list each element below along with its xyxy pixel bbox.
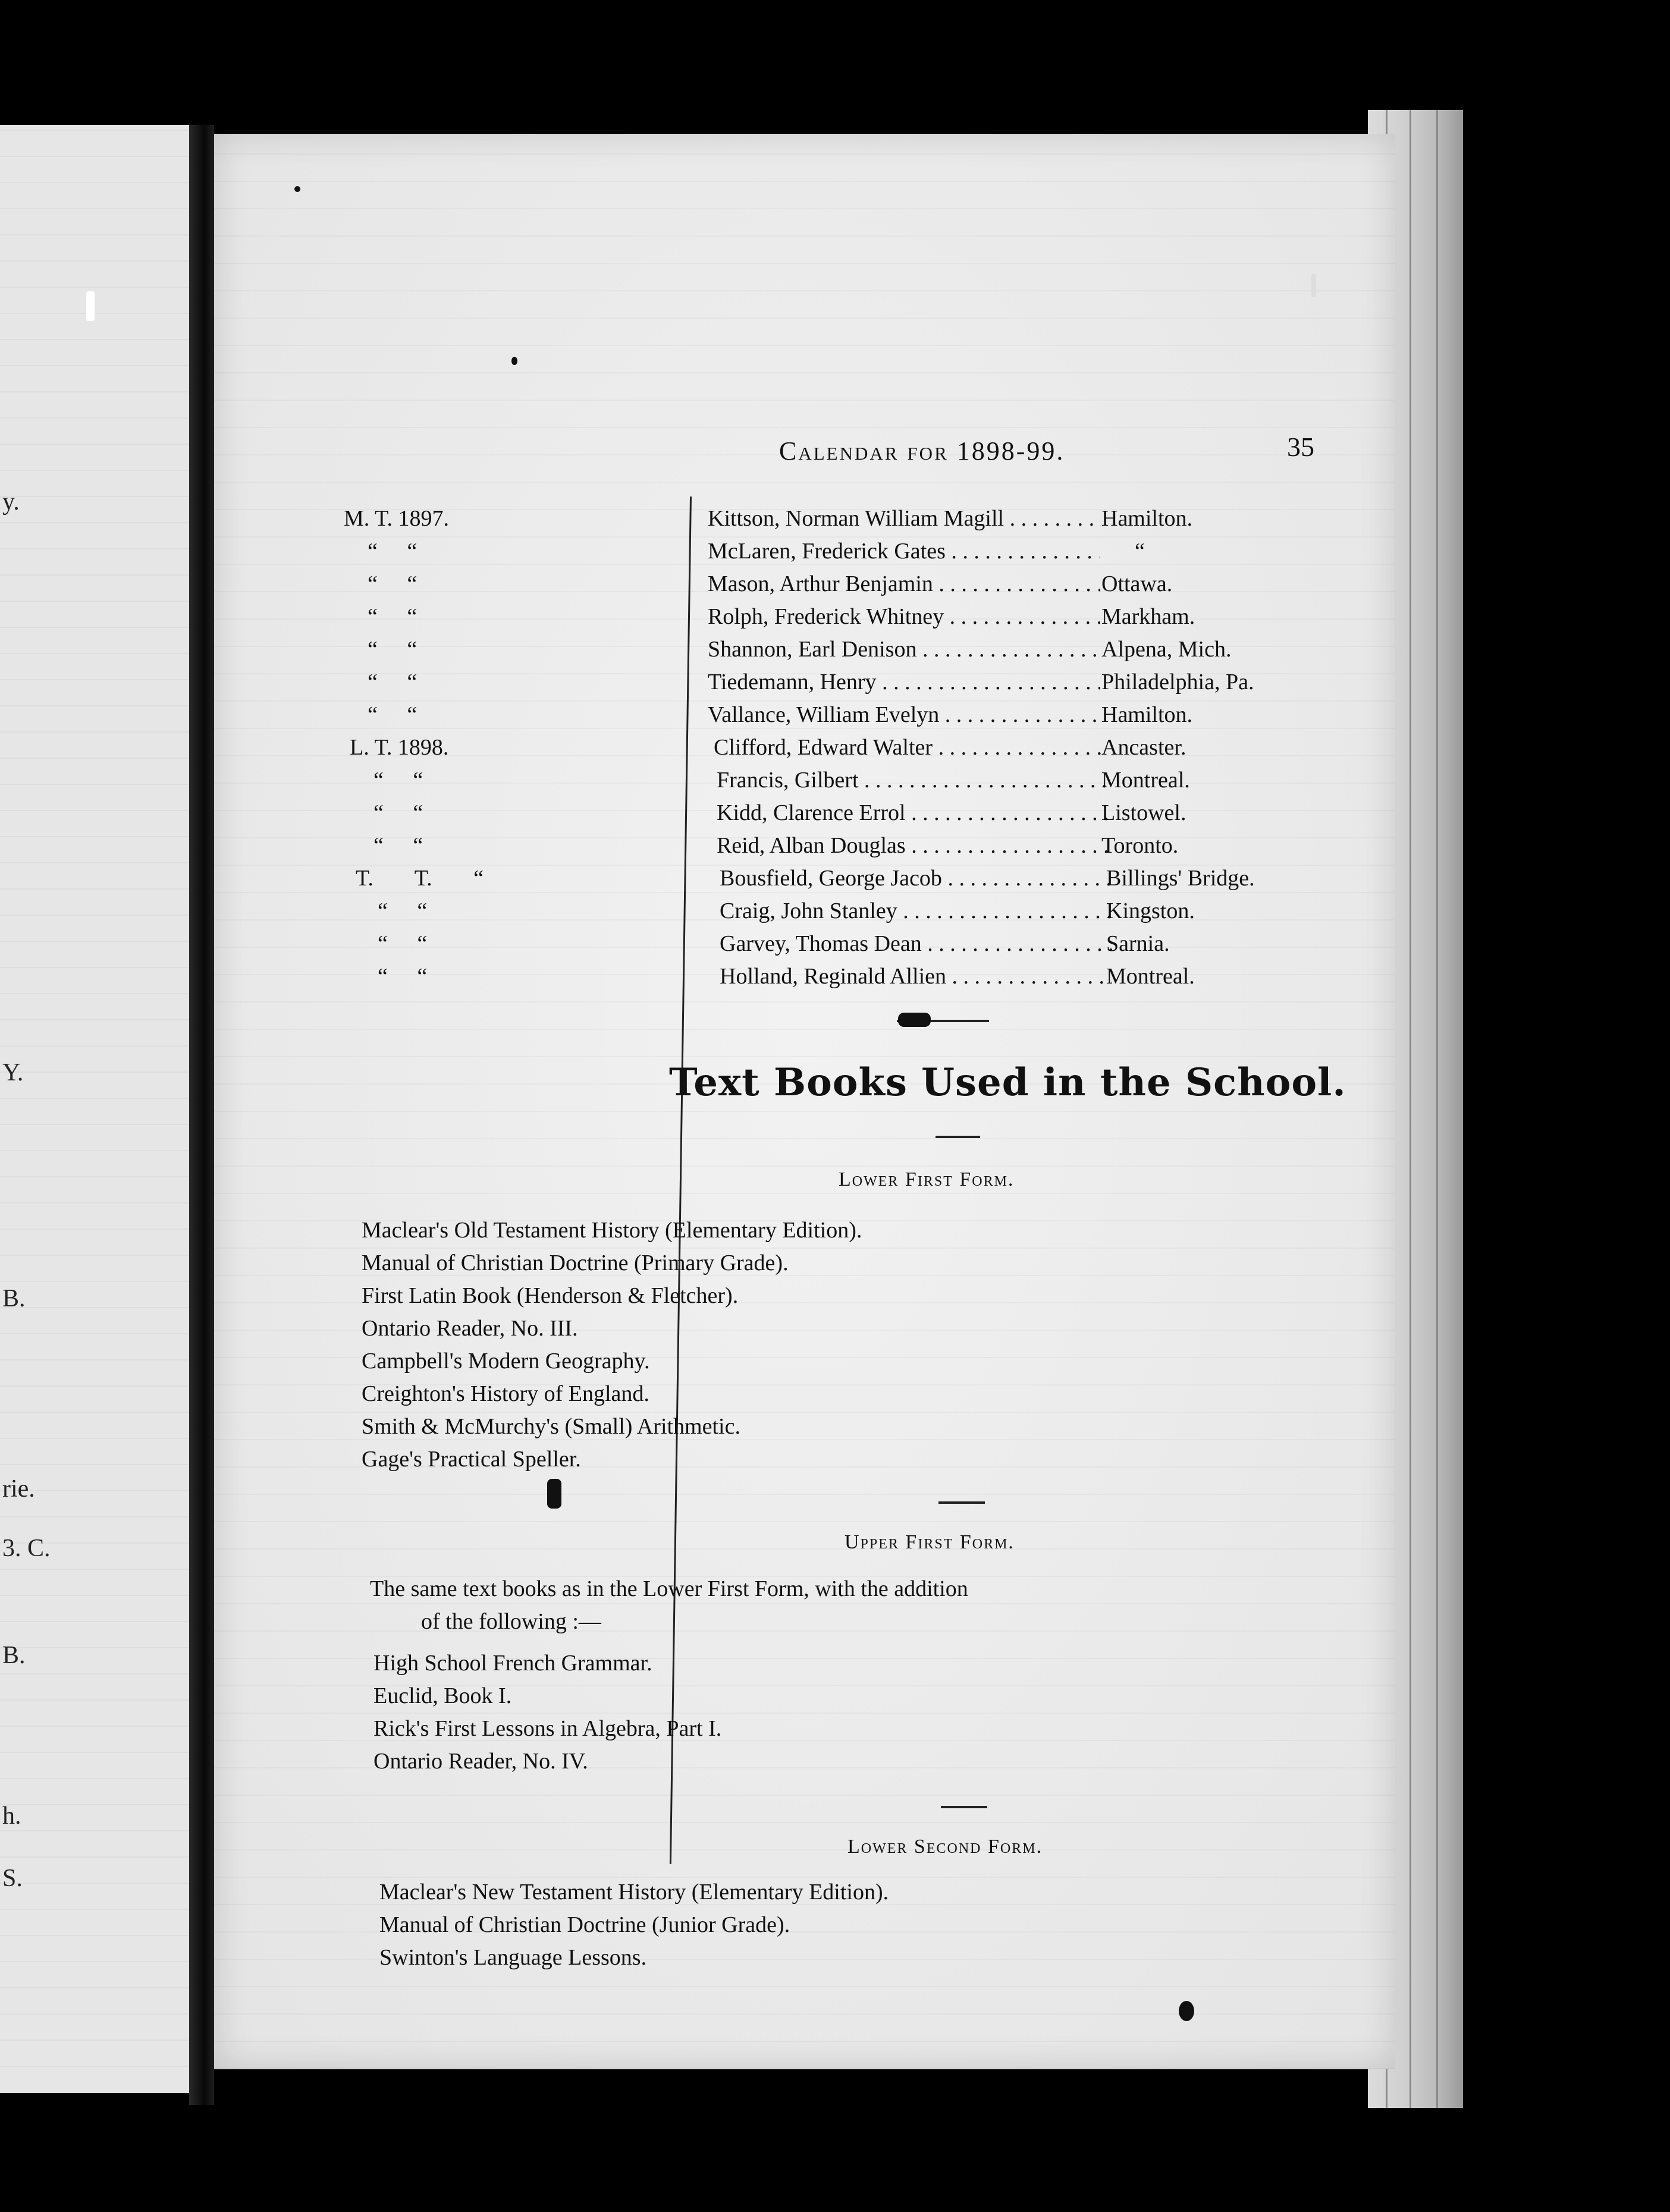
- book-title: Ontario Reader, No. IV.: [373, 1749, 588, 1774]
- hometown: Hamilton.: [1101, 506, 1193, 531]
- term-label: “ “: [378, 931, 428, 956]
- book-title: Gage's Practical Speller.: [362, 1447, 581, 1472]
- student-name: Rolph, Frederick Whitney . . .: [708, 604, 1100, 630]
- term-label: “ “: [368, 637, 418, 662]
- ink-speck: [1179, 2001, 1194, 2021]
- hometown: Markham.: [1101, 604, 1195, 629]
- book-title: Campbell's Modern Geography.: [362, 1349, 650, 1374]
- book-title: Manual of Christian Doctrine (Primary Grade).: [362, 1250, 789, 1275]
- student-name: Kidd, Clarence Errol . . .: [717, 800, 1109, 826]
- hometown: Montreal.: [1101, 768, 1190, 793]
- facing-page-text: B.: [2, 1642, 26, 1669]
- term-label: “ “: [373, 833, 423, 858]
- term-label: “ “: [373, 768, 423, 793]
- section-title: Text Books Used in the School.: [669, 1060, 1346, 1105]
- section-divider: [938, 1501, 985, 1504]
- book-title: Manual of Christian Doctrine (Junior Grade).: [379, 1912, 790, 1937]
- ink-blot: [898, 1013, 931, 1027]
- term-label: “ “: [368, 604, 418, 629]
- student-name: Clifford, Edward Walter . . .: [714, 734, 1106, 761]
- term-label: T. T. “: [356, 866, 484, 891]
- ink-blot: [547, 1479, 561, 1509]
- student-name: Mason, Arthur Benjamin . . .: [708, 571, 1100, 597]
- film-speck: [86, 291, 95, 321]
- term-label: “ “: [368, 571, 418, 596]
- hometown: Sarnia.: [1106, 931, 1170, 956]
- student-name: Shannon, Earl Denison . . .: [708, 636, 1100, 662]
- book-title: First Latin Book (Henderson & Fletcher).: [362, 1283, 739, 1308]
- student-name: Holland, Reginald Allien . . .: [720, 963, 1112, 989]
- hometown: Ancaster.: [1101, 735, 1186, 760]
- form-heading: Upper First Form.: [845, 1531, 1015, 1553]
- film-speck: [1311, 274, 1316, 297]
- book-title: High School French Grammar.: [373, 1651, 652, 1676]
- term-label: “ “: [368, 539, 418, 564]
- page-number: 35: [1287, 432, 1314, 462]
- book-title: Maclear's New Testament History (Elementary Edition).: [379, 1880, 889, 1905]
- student-name: Bousfield, George Jacob . . .: [720, 865, 1112, 891]
- running-head: Calendar for 1898-99.: [779, 436, 1065, 466]
- section-divider: [941, 1806, 987, 1808]
- form-heading: Lower Second Form.: [847, 1836, 1043, 1858]
- book-title: Maclear's Old Testament History (Elementary Edition).: [362, 1218, 862, 1243]
- term-label: “ “: [368, 702, 418, 727]
- hometown: Montreal.: [1106, 964, 1195, 989]
- term-label: “ “: [368, 670, 418, 695]
- hometown: Toronto.: [1101, 833, 1179, 858]
- hometown: “: [1135, 539, 1145, 564]
- facing-page-text: S.: [2, 1865, 23, 1892]
- facing-page-text: h.: [2, 1802, 21, 1830]
- term-label: L. T. 1898.: [350, 735, 449, 760]
- facing-page-text: 3. C.: [2, 1535, 51, 1562]
- book-title: Euclid, Book I.: [373, 1683, 512, 1708]
- form-intro: The same text books as in the Lower First Form, with the addition: [370, 1576, 968, 1601]
- book-title: Rick's First Lessons in Algebra, Part I.: [373, 1716, 722, 1741]
- student-name: Francis, Gilbert . . .: [717, 767, 1109, 793]
- student-name: Reid, Alban Douglas . . .: [717, 832, 1109, 859]
- student-name: Vallance, William Evelyn . . .: [708, 702, 1100, 728]
- term-label: “ “: [378, 964, 428, 989]
- book-page: [214, 134, 1395, 2069]
- book-title: Smith & McMurchy's (Small) Arithmetic.: [362, 1414, 740, 1439]
- facing-page-text: y.: [2, 488, 20, 516]
- facing-page-text: Y.: [2, 1059, 24, 1086]
- ink-speck: [511, 357, 517, 365]
- term-label: M. T. 1897.: [344, 506, 449, 531]
- book-title: Ontario Reader, No. III.: [362, 1316, 578, 1341]
- pencil-mark: [670, 497, 692, 1864]
- facing-page-edge: [0, 125, 189, 2093]
- hometown: Alpena, Mich.: [1101, 637, 1232, 662]
- form-heading: Lower First Form.: [839, 1168, 1015, 1190]
- student-name: Kittson, Norman William Magill . . .: [708, 505, 1100, 532]
- hometown: Listowel.: [1101, 800, 1186, 825]
- facing-page-text: rie.: [2, 1475, 35, 1503]
- book-title: Swinton's Language Lessons.: [379, 1945, 647, 1970]
- hometown: Kingston.: [1106, 898, 1195, 923]
- form-intro: of the following :—: [421, 1609, 601, 1634]
- book-gutter: [189, 125, 214, 2105]
- book-title: Creighton's History of England.: [362, 1381, 649, 1406]
- hometown: Billings' Bridge.: [1106, 866, 1255, 891]
- term-label: “ “: [378, 898, 428, 923]
- student-name: Garvey, Thomas Dean . . .: [720, 931, 1112, 957]
- term-label: “ “: [373, 800, 423, 825]
- hometown: Philadelphia, Pa.: [1101, 670, 1254, 695]
- student-name: McLaren, Frederick Gates . . .: [708, 538, 1100, 564]
- ink-speck: [294, 186, 300, 192]
- student-name: Craig, John Stanley . . .: [720, 898, 1112, 924]
- student-name: Tiedemann, Henry . . .: [708, 669, 1100, 695]
- section-divider: [936, 1136, 980, 1138]
- hometown: Hamilton.: [1101, 702, 1193, 727]
- facing-page-text: B.: [2, 1285, 26, 1312]
- hometown: Ottawa.: [1101, 571, 1173, 596]
